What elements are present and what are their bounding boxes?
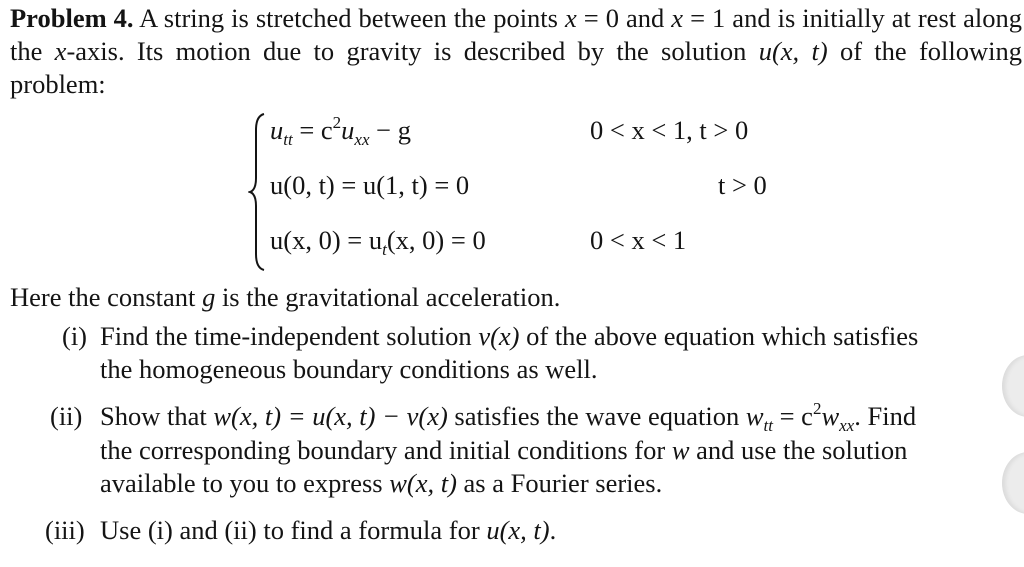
item-text: of the above equation which satisfies xyxy=(519,321,919,351)
math-w-xt: w(x, t) xyxy=(389,468,457,498)
math-initial-rest: (x, 0) = 0 xyxy=(386,225,486,255)
math-minus-g: − g xyxy=(369,115,411,145)
page-edge-shadow xyxy=(1002,355,1024,417)
item-label-ii: (ii) xyxy=(50,401,83,431)
note-gravity xyxy=(10,281,560,314)
subscript-t: t xyxy=(382,240,387,259)
math-x: x xyxy=(565,3,577,33)
math-eq1: = 1 xyxy=(683,3,726,33)
math-u: u xyxy=(758,36,772,66)
item-ii-line-3 xyxy=(100,467,662,500)
subscript-xx: xx xyxy=(354,130,370,149)
item-text: and use the solution xyxy=(689,435,908,465)
equation-pde xyxy=(270,113,411,149)
problem-statement xyxy=(10,2,1022,101)
condition-2: t > 0 xyxy=(718,170,767,200)
math-u: u xyxy=(341,115,355,145)
left-brace xyxy=(248,112,268,272)
math-w: w xyxy=(745,401,764,431)
math-w: w xyxy=(821,401,840,431)
item-text: the corresponding boundary and initial conditions for xyxy=(100,435,672,465)
item-ii-line-2 xyxy=(100,434,907,467)
intro-text-1: A string is stretched between the points xyxy=(133,3,565,33)
condition-3: 0 < x < 1 xyxy=(590,225,687,255)
item-label-i: (i) xyxy=(62,321,88,351)
equation-boundary: u(0, t) = u(1, t) = 0 xyxy=(270,170,470,200)
note-text: Here the constant xyxy=(10,282,203,312)
subscript-xx: xx xyxy=(839,416,855,435)
math-v: v(x) xyxy=(478,321,520,351)
equation-initial xyxy=(270,225,486,259)
math-u-args: (x, t) xyxy=(771,36,828,66)
item-text: Find the time-independent solution xyxy=(100,321,479,351)
math-eq0: = 0 xyxy=(576,3,619,33)
intro-text-2: and is initially at rest along the xyxy=(10,3,1023,66)
condition-1: 0 < x < 1, t > 0 xyxy=(590,115,749,145)
item-iii-line-1 xyxy=(100,514,556,547)
math-w: w xyxy=(671,435,690,465)
item-i-line-1 xyxy=(100,320,918,353)
math-g: g xyxy=(202,282,216,312)
problem-title: Problem 4. xyxy=(10,3,134,33)
item-ii-line-1 xyxy=(100,400,916,433)
item-text: satisfies the wave equation xyxy=(447,401,746,431)
item-label-iii: (iii) xyxy=(45,515,85,545)
math-w-def: w(x, t) = u(x, t) − v(x) xyxy=(213,401,448,431)
item-text: . Find xyxy=(854,401,917,431)
math-x: x xyxy=(54,36,67,66)
math-c: = c xyxy=(292,115,333,145)
math-u: u xyxy=(270,115,284,145)
item-text: Use (i) and (ii) to find a formula for xyxy=(100,515,487,545)
math-u-xt: u(x, t) xyxy=(486,515,550,545)
item-text: available to you to express xyxy=(100,468,390,498)
superscript-2: 2 xyxy=(812,399,822,418)
subscript-tt: tt xyxy=(763,416,773,435)
intro-text-4: of the following problem: xyxy=(10,36,1023,99)
item-text: . xyxy=(549,515,557,545)
superscript-2: 2 xyxy=(332,113,342,132)
intro-and: and xyxy=(619,3,672,33)
intro-text-3: -axis. Its motion due to gravity is described by the solution xyxy=(66,36,759,66)
note-text: is the gravitational acceleration. xyxy=(215,282,561,312)
item-text: as a Fourier series. xyxy=(456,468,663,498)
page-edge-shadow xyxy=(1002,452,1024,514)
item-text: Show that xyxy=(100,401,214,431)
math-c: = c xyxy=(772,401,813,431)
math-x: x xyxy=(671,3,684,33)
subscript-tt: tt xyxy=(283,130,293,149)
math-initial-lhs: u(x, 0) = u xyxy=(270,225,383,255)
item-i-line-2: the homogeneous boundary conditions as well. xyxy=(100,354,598,384)
